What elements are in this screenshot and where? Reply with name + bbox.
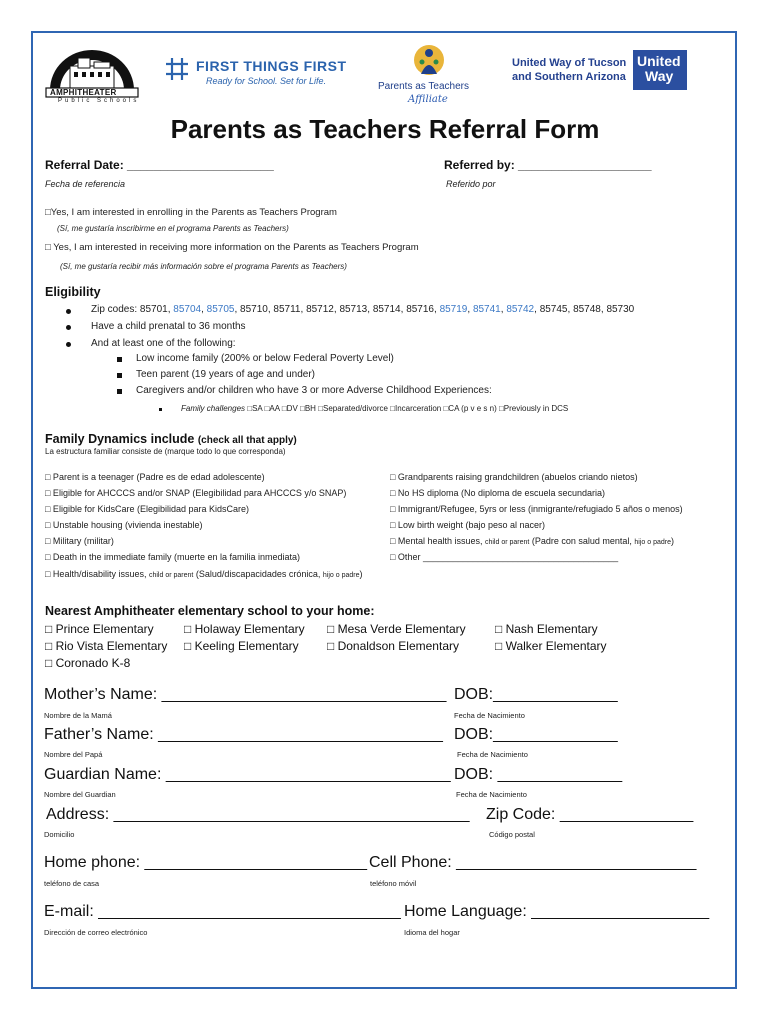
amphitheater-logo xyxy=(44,44,140,106)
mental-a: □ Mental health issues, xyxy=(390,536,485,546)
family-heading-sub: (check all that apply) xyxy=(197,435,297,446)
home-language-sub: Idioma del hogar xyxy=(404,928,460,937)
father-name-sub: Nombre del Papá xyxy=(44,750,103,759)
zip-prefix: Zip codes: xyxy=(91,304,140,315)
criteria-child: Have a child prenatal to 36 months xyxy=(91,321,246,332)
guardian-dob-sub: Fecha de Nacimiento xyxy=(456,790,527,799)
family-left-2[interactable]: □ Eligible for KidsCare (Elegibilidad para KidsCare) xyxy=(45,504,250,514)
father-dob-sub: Fecha de Nacimiento xyxy=(457,750,528,759)
home-language-field[interactable]: Home Language: ____________________ xyxy=(404,903,710,920)
family-dynamics-heading xyxy=(45,430,297,448)
family-left-5[interactable]: □ Death in the immediate family (muerte en la familia inmediata) xyxy=(45,552,301,562)
school-prince[interactable]: □ Prince Elementary xyxy=(45,622,154,636)
page-title: Parents as Teachers Referral Form xyxy=(170,114,600,144)
school-donaldson[interactable]: □ Donaldson Elementary xyxy=(327,639,459,653)
zip-code-85705: 85705 xyxy=(206,304,235,315)
parents-as-teachers-logo xyxy=(374,44,484,110)
family-challenges-line[interactable] xyxy=(181,404,568,413)
bullet-icon xyxy=(66,309,71,314)
family-heading-main: Family Dynamics include xyxy=(45,432,198,446)
family-right-3[interactable]: □ Low birth weight (bajo peso al nacer) xyxy=(390,520,546,530)
family-mental[interactable] xyxy=(390,536,674,546)
guardian-name-sub: Nombre del Guardian xyxy=(44,790,116,799)
zip-code-field[interactable]: Zip Code: _______________ xyxy=(486,806,694,823)
square-bullet-icon xyxy=(117,389,122,394)
family-right-2[interactable]: □ Immigrant/Refugee, 5yrs or less (inmigrante/refugiado 5 años o menos) xyxy=(390,504,683,514)
criteria-atleast: And at least one of the following: xyxy=(91,338,236,349)
zip-code-85716: 85716 xyxy=(406,304,434,315)
email-sub: Dirección de correo electrónico xyxy=(44,928,148,937)
guardian-name-field[interactable]: Guardian Name: ________________________________ xyxy=(44,766,451,783)
health-a: □ Health/disability issues, xyxy=(45,569,149,579)
zip-code-85701: 85701 xyxy=(139,304,168,315)
first-things-first-logo xyxy=(166,58,347,86)
small-bullet-icon xyxy=(159,408,162,411)
family-right-4[interactable]: □ Other _______________________________________ xyxy=(390,552,619,562)
enroll-checkbox[interactable]: □Yes, I am interested in enrolling in the Parents as Teachers Program xyxy=(45,207,337,218)
home-phone-sub: teléfono de casa xyxy=(44,879,100,888)
enroll-sub: (Sí, me gustaría inscribirme en el programa Parents as Teachers) xyxy=(57,224,289,233)
address-field[interactable]: Address: ________________________________________ xyxy=(46,806,470,823)
zip-code-85748: 85748 xyxy=(573,304,601,315)
zip-code-85742: 85742 xyxy=(506,304,535,315)
family-left-4[interactable]: □ Military (militar) xyxy=(45,536,114,546)
criteria-ace: Caregivers and/or children who have 3 or more Adverse Childhood Experiences: xyxy=(136,385,492,396)
square-bullet-icon xyxy=(117,373,122,378)
amphitheater-name: AMPHITHEATER xyxy=(50,88,117,97)
mental-d: hijo o padre xyxy=(634,539,671,546)
school-keeling[interactable]: □ Keeling Elementary xyxy=(184,639,299,653)
family-right-0[interactable]: □ Grandparents raising grandchildren (abuelos criando nietos) xyxy=(390,472,638,482)
email-field[interactable]: E-mail: __________________________________ xyxy=(44,903,401,920)
school-walker[interactable]: □ Walker Elementary xyxy=(495,639,607,653)
family-health[interactable] xyxy=(45,569,363,579)
family-challenges-options[interactable]: □SA □AA □DV □BH □Separated/divorce □Incarceration □CA (p v e s n) □Previously in DCS xyxy=(247,404,569,413)
zip-code-85712: 85712 xyxy=(306,304,334,315)
school-rio-vista[interactable]: □ Rio Vista Elementary xyxy=(45,639,168,653)
zip-code-85713: 85713 xyxy=(339,304,368,315)
square-bullet-icon xyxy=(117,357,122,362)
mother-dob-sub: Fecha de Nacimiento xyxy=(454,711,525,720)
health-b: child or parent xyxy=(148,572,194,579)
criteria-teen: Teen parent (19 years of age and under) xyxy=(136,369,316,380)
uw-box-line2: Way xyxy=(645,68,674,84)
zip-code-85710: 85710 xyxy=(240,304,268,315)
zip-code-85719: 85719 xyxy=(439,304,468,315)
ftf-tagline: Ready for School. Set for Life. xyxy=(206,76,327,86)
zip-code-85730: 85730 xyxy=(606,304,635,315)
family-subtitle: La estructura familiar consiste de (marque todo lo que corresponda) xyxy=(45,447,286,456)
father-name-field[interactable]: Father’s Name: ________________________________ xyxy=(44,726,443,743)
zip-code-85745: 85745 xyxy=(539,304,568,315)
family-left-1[interactable]: □ Eligible for AHCCCS and/or SNAP (Elegibilidad para AHCCCS y/o SNAP) xyxy=(45,488,347,498)
united-way-logo xyxy=(512,53,681,84)
zip-code-sub: Código postal xyxy=(489,830,535,839)
pat-affiliate: Affiliate xyxy=(408,94,448,105)
school-holaway[interactable]: □ Holaway Elementary xyxy=(184,622,305,636)
guardian-dob-field[interactable]: DOB: ______________ xyxy=(454,766,623,783)
uw-line1: United Way of Tucson xyxy=(512,57,627,69)
uw-box-line1: United xyxy=(637,53,681,69)
criteria-low-income: Low income family (200% or below Federal Poverty Level) xyxy=(136,353,394,364)
mother-dob-field[interactable]: DOB:______________ xyxy=(454,686,618,703)
zip-codes-line xyxy=(91,304,634,315)
bullet-icon xyxy=(66,325,71,330)
info-sub: (Sí, me gustaría recibir más información sobre el programa Parents as Teachers) xyxy=(60,262,347,271)
ftf-grid-icon xyxy=(166,58,188,80)
family-challenges-label: Family challenges xyxy=(181,404,246,413)
zip-list: 85701, 85704, 85705, 85710, 85711, 85712, 85713, 85714, 85716, 85719, 85741, 85742, 85745, 85748, 85730 xyxy=(139,304,635,315)
uw-line2: and Southern Arizona xyxy=(512,71,626,83)
family-right-1[interactable]: □ No HS diploma (No diploma de escuela secundaria) xyxy=(390,488,606,498)
father-dob-field[interactable]: DOB:______________ xyxy=(454,726,618,743)
school-coronado[interactable]: □ Coronado K-8 xyxy=(45,656,131,670)
school-heading: Nearest Amphitheater elementary school to your home: xyxy=(45,604,375,618)
eligibility-heading: Eligibility xyxy=(45,285,101,299)
mental-e: ) xyxy=(671,536,674,546)
referred-by-sub: Referido por xyxy=(446,179,496,189)
mother-name-sub: Nombre de la Mamá xyxy=(44,711,112,720)
school-mesa-verde[interactable]: □ Mesa Verde Elementary xyxy=(327,622,466,636)
ftf-title: FIRST THINGS FIRST xyxy=(196,58,347,74)
amphitheater-sub: Public Schools xyxy=(58,98,140,104)
family-left-0[interactable]: □ Parent is a teenager (Padre es de edad adolescente) xyxy=(45,472,265,482)
health-c: (Salud/discapacidades crónica, xyxy=(193,569,323,579)
cell-phone-field[interactable]: Cell Phone: ___________________________ xyxy=(369,854,697,871)
uw-badge xyxy=(633,50,687,90)
zip-code-85714: 85714 xyxy=(372,304,401,315)
zip-code-85704: 85704 xyxy=(173,304,202,315)
home-phone-field[interactable]: Home phone: _________________________ xyxy=(44,854,367,871)
zip-code-85741: 85741 xyxy=(472,304,501,315)
family-left-3[interactable]: □ Unstable housing (vivienda inestable) xyxy=(45,520,203,530)
health-e: ) xyxy=(359,569,363,579)
mental-c: (Padre con salud mental, xyxy=(529,536,635,546)
pat-name: Parents as Teachers xyxy=(378,81,469,92)
referred-by-field[interactable]: Referred by: ____________________ xyxy=(444,158,652,172)
health-d: hijo o padre xyxy=(322,572,360,579)
address-sub: Domicilio xyxy=(44,830,75,839)
referral-date-field[interactable]: Referral Date: ______________________ xyxy=(45,158,274,172)
mother-name-field[interactable]: Mother’s Name: ________________________________ xyxy=(44,686,447,703)
info-checkbox[interactable]: □ Yes, I am interested in receiving more information on the Parents as Teachers Program xyxy=(45,242,419,253)
school-nash[interactable]: □ Nash Elementary xyxy=(495,622,598,636)
zip-code-85711: 85711 xyxy=(273,304,301,315)
referral-date-sub: Fecha de referencia xyxy=(45,179,126,189)
bullet-icon xyxy=(66,342,71,347)
cell-phone-sub: teléfono móvil xyxy=(370,879,417,888)
mental-b: child or parent xyxy=(484,539,530,546)
